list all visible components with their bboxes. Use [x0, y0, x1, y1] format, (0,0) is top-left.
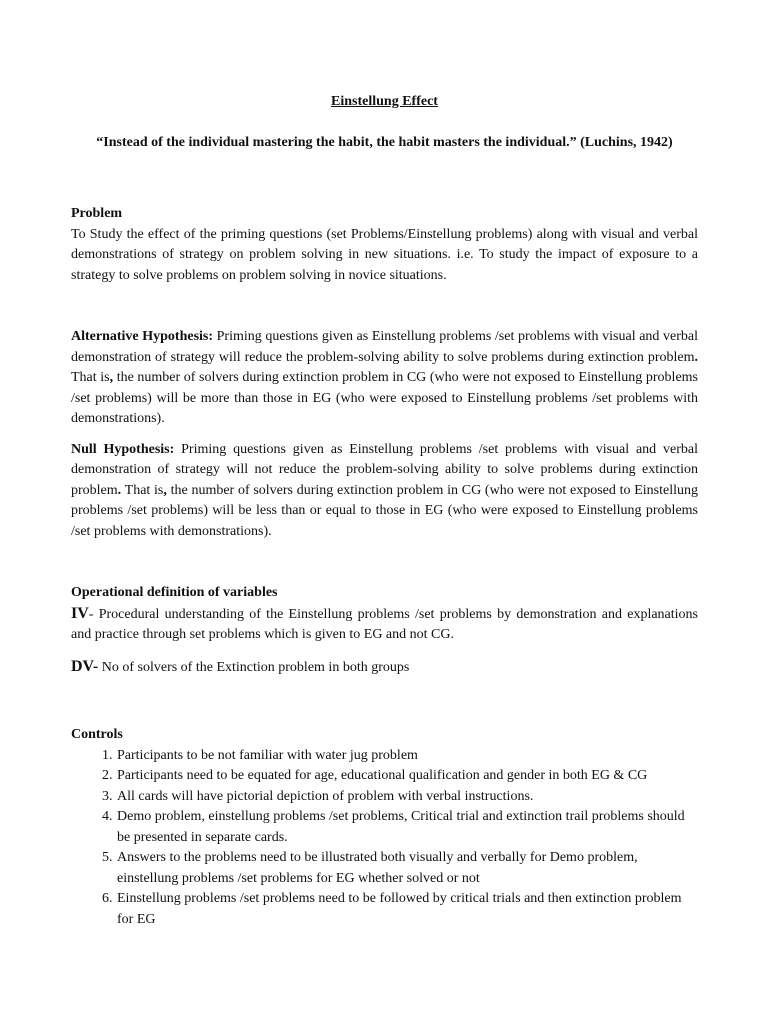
- null-hypothesis-text-3: the number of solvers during extinction problem in CG (who were not exposed to Einstellung problems /set problems) will be less than or equal to those in EG (who were exposed to Einstellung problems /set problems with demonstrations).: [71, 482, 699, 539]
- iv-text: - Procedural understanding of the Einstellung problems /set problems by demonstration and explanations and practice through set problems which is given to EG and not CG.: [71, 606, 698, 642]
- epigraph-quote: “Instead of the individual mastering the habit, the habit masters the individual.” (Luchins, 1942): [96, 134, 673, 150]
- document-page: [71, 92, 698, 930]
- null-hypothesis-label: Null Hypothesis:: [71, 441, 175, 457]
- list-item: 2. Participants need to be equated for age, educational qualification and gender in both EG & CG: [116, 766, 698, 787]
- problem-heading: Problem: [71, 206, 123, 221]
- alternative-hypothesis: [71, 327, 698, 430]
- null-hypothesis-dot: .: [117, 482, 122, 498]
- null-hypothesis: [71, 440, 698, 543]
- alternative-hypothesis-dot: .: [694, 349, 698, 365]
- alternative-hypothesis-comma: ,: [109, 370, 114, 385]
- dv-definition: [71, 657, 698, 679]
- dv-text: No of solvers of the Extinction problem in both groups: [98, 659, 410, 675]
- null-hypothesis-comma: ,: [163, 482, 167, 498]
- controls-list: [71, 746, 698, 931]
- list-item: 1. Participants to be not familiar with water jug problem: [116, 746, 698, 767]
- document-title: Einstellung Effect: [331, 94, 438, 109]
- null-hypothesis-text-1: Priming questions given as Einstellung problems /set problems with visual and verbal demonstration of strategy will not reduce the problem-solving ability to solve problems during extinction problem: [71, 441, 698, 498]
- operational-definition-heading: Operational definition of variables: [71, 585, 278, 600]
- list-item: 6. Einstellung problems /set problems need to be followed by critical trials and then extinction problem for EG: [116, 889, 698, 930]
- dv-label: DV: [71, 657, 93, 675]
- alternative-hypothesis-text-2: That is: [71, 370, 110, 385]
- list-item: 5. Answers to the problems need to be illustrated both visually and verbally for Demo problem, einstellung problems /set problems for EG whether solved or not: [116, 848, 698, 889]
- controls-heading: Controls: [71, 727, 123, 742]
- alternative-hypothesis-text-1: Priming questions given as Einstellung problems /set problems with visual and verbal demonstration of strategy will reduce the problem-solving ability to solve problems during extinction problem: [71, 329, 698, 365]
- list-item: 4. Demo problem, einstellung problems /set problems, Critical trial and extinction trail problems should be presented in separate cards.: [116, 807, 698, 848]
- alternative-hypothesis-label: Alternative Hypothesis:: [71, 329, 214, 344]
- iv-definition: [71, 604, 698, 646]
- problem-text: To Study the effect of the priming questions (set Problems/Einstellung problems) along with visual and verbal demonstrations of strategy on problem solving in new situations. i.e. To study the impact of exposure to a strategy to solve problems on problem solving in novice situations.: [71, 226, 698, 283]
- dv-dash: -: [92, 657, 99, 675]
- alternative-hypothesis-text-3: the number of solvers during extinction problem in CG (who were not exposed to Einstellung problems /set problems) will be more than those in EG (who were exposed to Einstellung problems /set problems with demonstrations).: [71, 370, 698, 426]
- iv-label: IV: [71, 604, 89, 622]
- null-hypothesis-text-2: That is: [121, 482, 164, 498]
- list-item: 3. All cards will have pictorial depiction of problem with verbal instructions.: [116, 787, 698, 808]
